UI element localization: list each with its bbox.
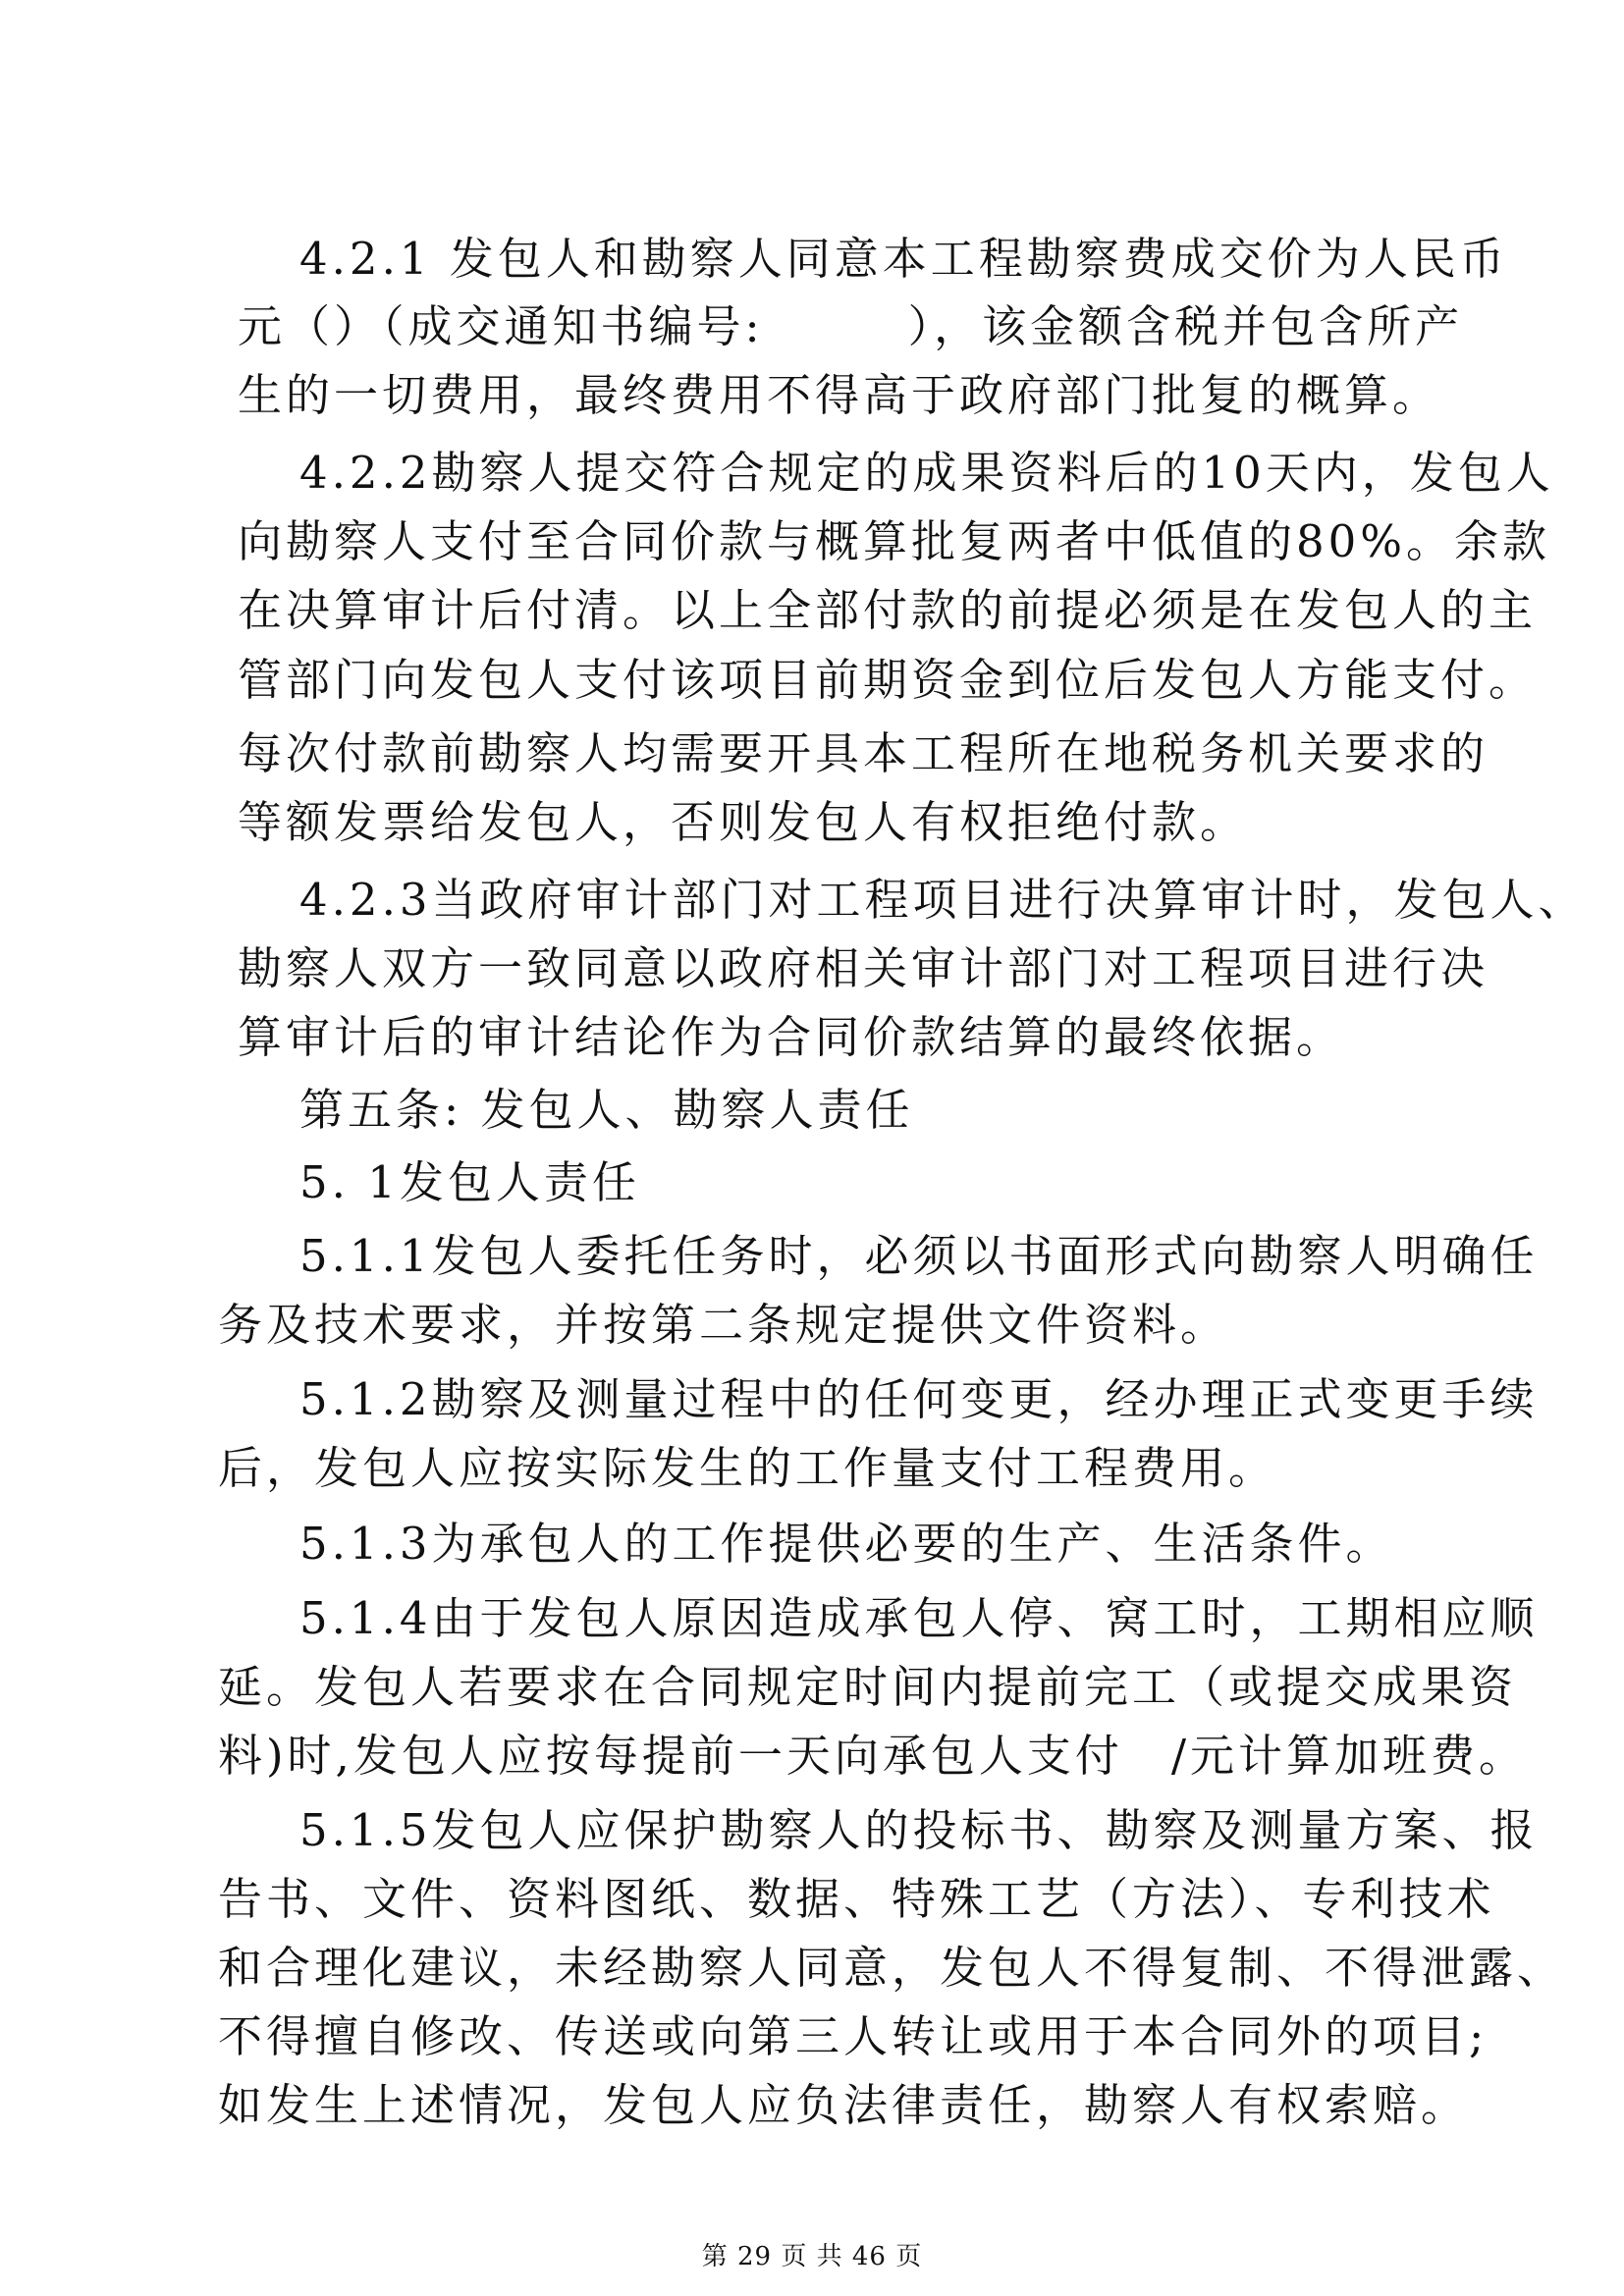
text-line: 后，发包人应按实际发生的工作量支付工程费用。	[218, 1442, 1277, 1494]
text-line: 和合理化建议，未经勘察人同意，发包人不得复制、不得泄露、	[218, 1942, 1566, 1994]
text-line: 在决算审计后付清。以上全部付款的前提必须是在发包人的主	[238, 584, 1538, 636]
section-heading: 第五条: 发包人、勘察人责任	[299, 1084, 914, 1136]
text-line: 不得擅自修改、传送或向第三人转让或用于本合同外的项目;	[218, 2010, 1489, 2062]
text-line: 每次付款前勘察人均需要开具本工程所在地税务机关要求的	[238, 727, 1489, 779]
text-line: 料)时,发包人应按每提前一天向承包人支付 /元计算加班费。	[218, 1730, 1528, 1782]
text-line: 等额发票给发包人，否则发包人有权拒绝付款。	[238, 796, 1249, 848]
text-line: 勘察人双方一致同意以政府相关审计部门对工程项目进行决	[238, 942, 1489, 994]
text-line: 务及技术要求，并按第二条规定提供文件资料。	[218, 1299, 1229, 1351]
text-line: 4.2.3当政府审计部门对工程项目进行决算审计时，发包人、	[299, 874, 1587, 926]
text-line: 5.1.5发包人应保护勘察人的投标书、勘察及测量方案、报	[299, 1804, 1539, 1856]
text-line: 生的一切费用，最终费用不得高于政府部门批复的概算。	[238, 369, 1441, 421]
text-line: 算审计后的审计结论作为合同价款结算的最终依据。	[238, 1011, 1345, 1063]
text-line: 5.1.3为承包人的工作提供必要的生产、生活条件。	[299, 1518, 1394, 1570]
text-line: 管部门向发包人支付该项目前期资金到位后发包人方能支付。	[238, 654, 1538, 706]
page-number: 第 29 页 共 46 页	[701, 2242, 923, 2271]
text-line: 5.1.1发包人委托任务时，必须以书面形式向勘察人明确任	[299, 1230, 1539, 1282]
text-line: 元（）（成交通知书编号: ），该金额含税并包含所产	[238, 300, 1464, 352]
text-line: 如发生上述情况，发包人应负法律责任，勘察人有权索赔。	[218, 2079, 1470, 2131]
text-line: 向勘察人支付至合同价款与概算批复两者中低值的80%。余款	[238, 515, 1551, 567]
text-line: 4.2.1 发包人和勘察人同意本工程勘察费成交价为人民币	[299, 233, 1508, 285]
subsection-heading: 5. 1发包人责任	[299, 1156, 640, 1208]
text-line: 告书、文件、资料图纸、数据、特殊工艺（方法）、专利技术	[218, 1873, 1495, 1925]
text-line: 延。发包人若要求在合同规定时间内提前完工（或提交成果资	[218, 1661, 1518, 1713]
text-line: 5.1.4由于发包人原因造成承包人停、窝工时，工期相应顺	[299, 1592, 1539, 1644]
text-line: 4.2.2勘察人提交符合规定的成果资料后的10天内，发包人	[299, 447, 1554, 499]
text-line: 5.1.2勘察及测量过程中的任何变更，经办理正式变更手续	[299, 1373, 1539, 1425]
